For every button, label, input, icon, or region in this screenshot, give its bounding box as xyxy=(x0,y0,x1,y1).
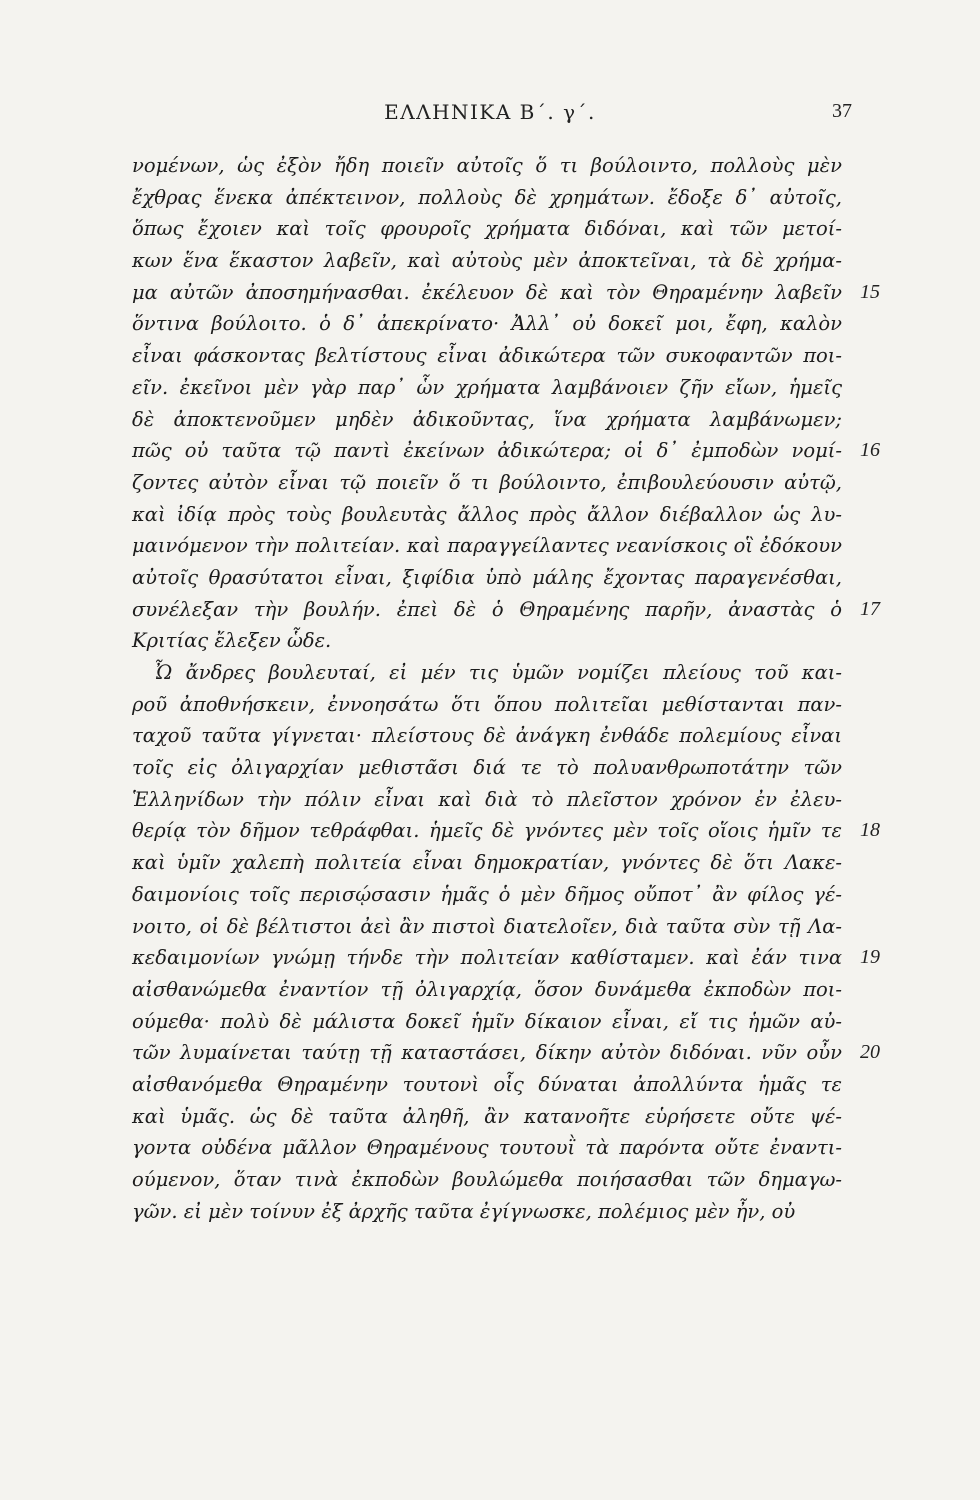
text-line xyxy=(132,372,842,404)
text-line xyxy=(132,467,842,499)
line-text: εἶναι φάσκοντας βελτίστους εἶναι ἀδικώτερα τῶν συκοφαντῶν ποι- xyxy=(132,344,842,368)
line-text: ούμενον, ὅταν τινὰ ἐκποδὼν βουλώμεθα ποιήσασθαι τῶν δημαγω- xyxy=(132,1168,842,1191)
line-text: Ἑλληνίδων τὴν πόλιν εἶναι καὶ διὰ τὸ πλεῖστον χρόνον ἐν ἐλευ- xyxy=(132,787,842,811)
line-text: αἰσθανόμεθα Θηραμένην τουτονὶ οἷς δύναται ἀπολλύντα ἡμᾶς τε xyxy=(132,1072,842,1096)
line-text: τῶν λυμαίνεται ταύτῃ τῇ καταστάσει, δίκην αὐτὸν διδόναι. νῦν οὖν xyxy=(132,1041,842,1065)
text-line xyxy=(132,530,842,562)
text-line xyxy=(132,752,842,784)
greek-text-block xyxy=(132,150,880,1227)
text-line xyxy=(132,594,880,626)
text-line xyxy=(132,911,842,943)
text-line xyxy=(132,1101,842,1133)
line-text: τοῖς εἰς ὀλιγαρχίαν μεθιστᾶσι διά τε τὸ πολυανθρωποτάτην τῶν xyxy=(132,756,842,780)
text-line xyxy=(132,308,842,340)
text-line xyxy=(132,1069,842,1101)
page-number: 37 xyxy=(832,100,852,122)
line-text: καὶ ἰδίᾳ πρὸς τοὺς βουλευτὰς ἄλλος πρὸς ἄλλον διέβαλλον ὡς λυ- xyxy=(132,502,842,526)
line-text: ροῦ ἀποθνήσκειν, ἐννοησάτω ὅτι ὅπου πολιτεῖαι μεθίστανται παν- xyxy=(132,692,842,716)
line-text: δαιμονίοις τοῖς περισῴσασιν ἡμᾶς ὁ μὲν δῆμος οὔποτ᾿ ἂν φίλος γέ- xyxy=(132,882,842,906)
section-number: 20 xyxy=(860,1041,880,1064)
text-line xyxy=(132,942,880,974)
text-line xyxy=(132,1132,842,1164)
line-text: μα αὐτῶν ἀποσημήνασθαι. ἐκέλευον δὲ καὶ τὸν Θηραμένην λαβεῖν xyxy=(132,280,842,304)
line-text: εῖν. ἐκεῖνοι μὲν γὰρ παρ᾿ ὧν χρήματα λαμβάνοιεν ζῆν εἴων, ἡμεῖς xyxy=(132,375,842,399)
running-title: ΕΛΛΗΝΙΚΑ Β΄. γ΄. xyxy=(384,100,596,124)
line-text: κεδαιμονίων γνώμῃ τήνδε τὴν πολιτείαν καθίσταμεν. καὶ ἐάν τινα xyxy=(132,946,842,970)
text-line xyxy=(132,499,842,531)
text-line xyxy=(132,562,842,594)
text-line xyxy=(132,150,842,182)
line-text: γῶν. εἰ μὲν τοίνυν ἐξ ἀρχῆς ταῦτα ἐγίγνωσκε, πολέμιος μὲν ἦν, οὐ xyxy=(132,1199,796,1223)
text-line xyxy=(132,815,880,847)
text-line xyxy=(132,847,842,879)
text-line xyxy=(132,435,880,467)
text-line xyxy=(132,784,842,816)
text-line xyxy=(132,277,880,309)
line-text: ταχοῦ ταῦτα γίγνεται· πλείστους δὲ ἀνάγκη ἐνθάδε πολεμίους εἶναι xyxy=(132,724,842,748)
text-line xyxy=(132,879,842,911)
line-text: Κριτίας ἔλεξεν ὧδε. xyxy=(132,629,332,653)
text-line xyxy=(132,720,842,752)
text-line xyxy=(132,182,842,214)
text-line xyxy=(132,974,842,1006)
section-number: 17 xyxy=(860,597,880,620)
text-line xyxy=(132,1037,880,1069)
line-text: καὶ ὑμῖν χαλεπὴ πολιτεία εἶναι δημοκρατίαν, γνόντες δὲ ὅτι Λακε- xyxy=(132,851,842,875)
text-line xyxy=(132,1196,842,1228)
line-text: νομένων, ὡς ἐξὸν ἤδη ποιεῖν αὐτοῖς ὅ τι βούλοιντο, πολλοὺς μὲν xyxy=(132,154,842,177)
section-number: 19 xyxy=(860,946,880,969)
text-line xyxy=(132,1006,842,1038)
line-text: δὲ ἀποκτενοῦμεν μηδὲν ἀδικοῦντας, ἵνα χρήματα λαμβάνωμεν; xyxy=(132,407,842,431)
line-text: συνέλεξαν τὴν βουλήν. ἐπεὶ δὲ ὁ Θηραμένης παρῆν, ἀναστὰς ὁ xyxy=(132,597,842,621)
line-text: ζοντες αὐτὸν εἶναι τῷ ποιεῖν ὅ τι βούλοιντο, ἐπιβουλεύουσιν αὐτῷ, xyxy=(132,470,842,494)
text-line xyxy=(132,340,842,372)
line-text: καὶ ὑμᾶς. ὡς δὲ ταῦτα ἀληθῆ, ἂν κατανοῆτε εὑρήσετε οὔτε ψέ- xyxy=(132,1104,842,1128)
text-line xyxy=(132,404,842,436)
line-text: πῶς οὐ ταῦτα τῷ παντὶ ἐκείνων ἀδικώτερα; οἱ δ᾿ ἐμποδὼν νομί- xyxy=(132,439,842,463)
line-text: ὅντινα βούλοιτο. ὁ δ᾿ ἀπεκρίνατο· Ἀλλ᾿ οὐ δοκεῖ μοι, ἔφη, καλὸν xyxy=(132,312,842,336)
line-text: Ὦ ἄνδρες βουλευταί, εἰ μέν τις ὑμῶν νομίζει πλείους τοῦ και- xyxy=(154,661,842,684)
section-number: 16 xyxy=(860,439,880,462)
section-number: 18 xyxy=(860,819,880,842)
line-text: γοντα οὐδένα μᾶλλον Θηραμένους τουτουῒ τὰ παρόντα οὔτε ἐναντι- xyxy=(132,1136,842,1160)
text-line xyxy=(132,689,842,721)
text-line xyxy=(132,1164,842,1196)
text-line xyxy=(132,245,842,277)
line-text: αἰσθανώμεθα ἐναντίον τῇ ὀλιγαρχίᾳ, ὅσον δυνάμεθα ἐκποδὼν ποι- xyxy=(132,977,842,1001)
line-text: αὐτοῖς θρασύτατοι εἶναι, ξιφίδια ὑπὸ μάλης ἔχοντας παραγενέσθαι, xyxy=(132,565,842,589)
line-text: ούμεθα· πολὺ δὲ μάλιστα δοκεῖ ἡμῖν δίκαιον εἶναι, εἴ τις ἡμῶν αὐ- xyxy=(132,1009,842,1033)
line-text: ὅπως ἔχοιεν καὶ τοῖς φρουροῖς χρήματα διδόναι, καὶ τῶν μετοί- xyxy=(132,217,842,241)
line-text: θερίᾳ τὸν δῆμον τεθράφθαι. ἡμεῖς δὲ γνόντες μὲν τοῖς οἵοις ἡμῖν τε xyxy=(132,819,842,843)
section-number: 15 xyxy=(860,280,880,303)
line-text: κων ἕνα ἕκαστον λαβεῖν, καὶ αὐτοὺς μὲν ἀποκτεῖναι, τὰ δὲ χρήμα- xyxy=(132,249,842,273)
text-line xyxy=(132,657,842,689)
line-text: μαινόμενον τὴν πολιτείαν. καὶ παραγγείλαντες νεανίσκοις οἳ ἐδόκουν xyxy=(132,534,842,558)
line-text: ἔχθρας ἕνεκα ἀπέκτεινον, πολλοὺς δὲ χρημάτων. ἔδοξε δ᾿ αὐτοῖς, xyxy=(132,185,842,209)
running-head xyxy=(130,100,850,130)
text-line xyxy=(132,625,842,657)
text-line xyxy=(132,213,842,245)
line-text: νοιτο, οἱ δὲ βέλτιστοι ἀεὶ ἂν πιστοὶ διατελοῖεν, διὰ ταῦτα σὺν τῇ Λα- xyxy=(132,914,842,938)
